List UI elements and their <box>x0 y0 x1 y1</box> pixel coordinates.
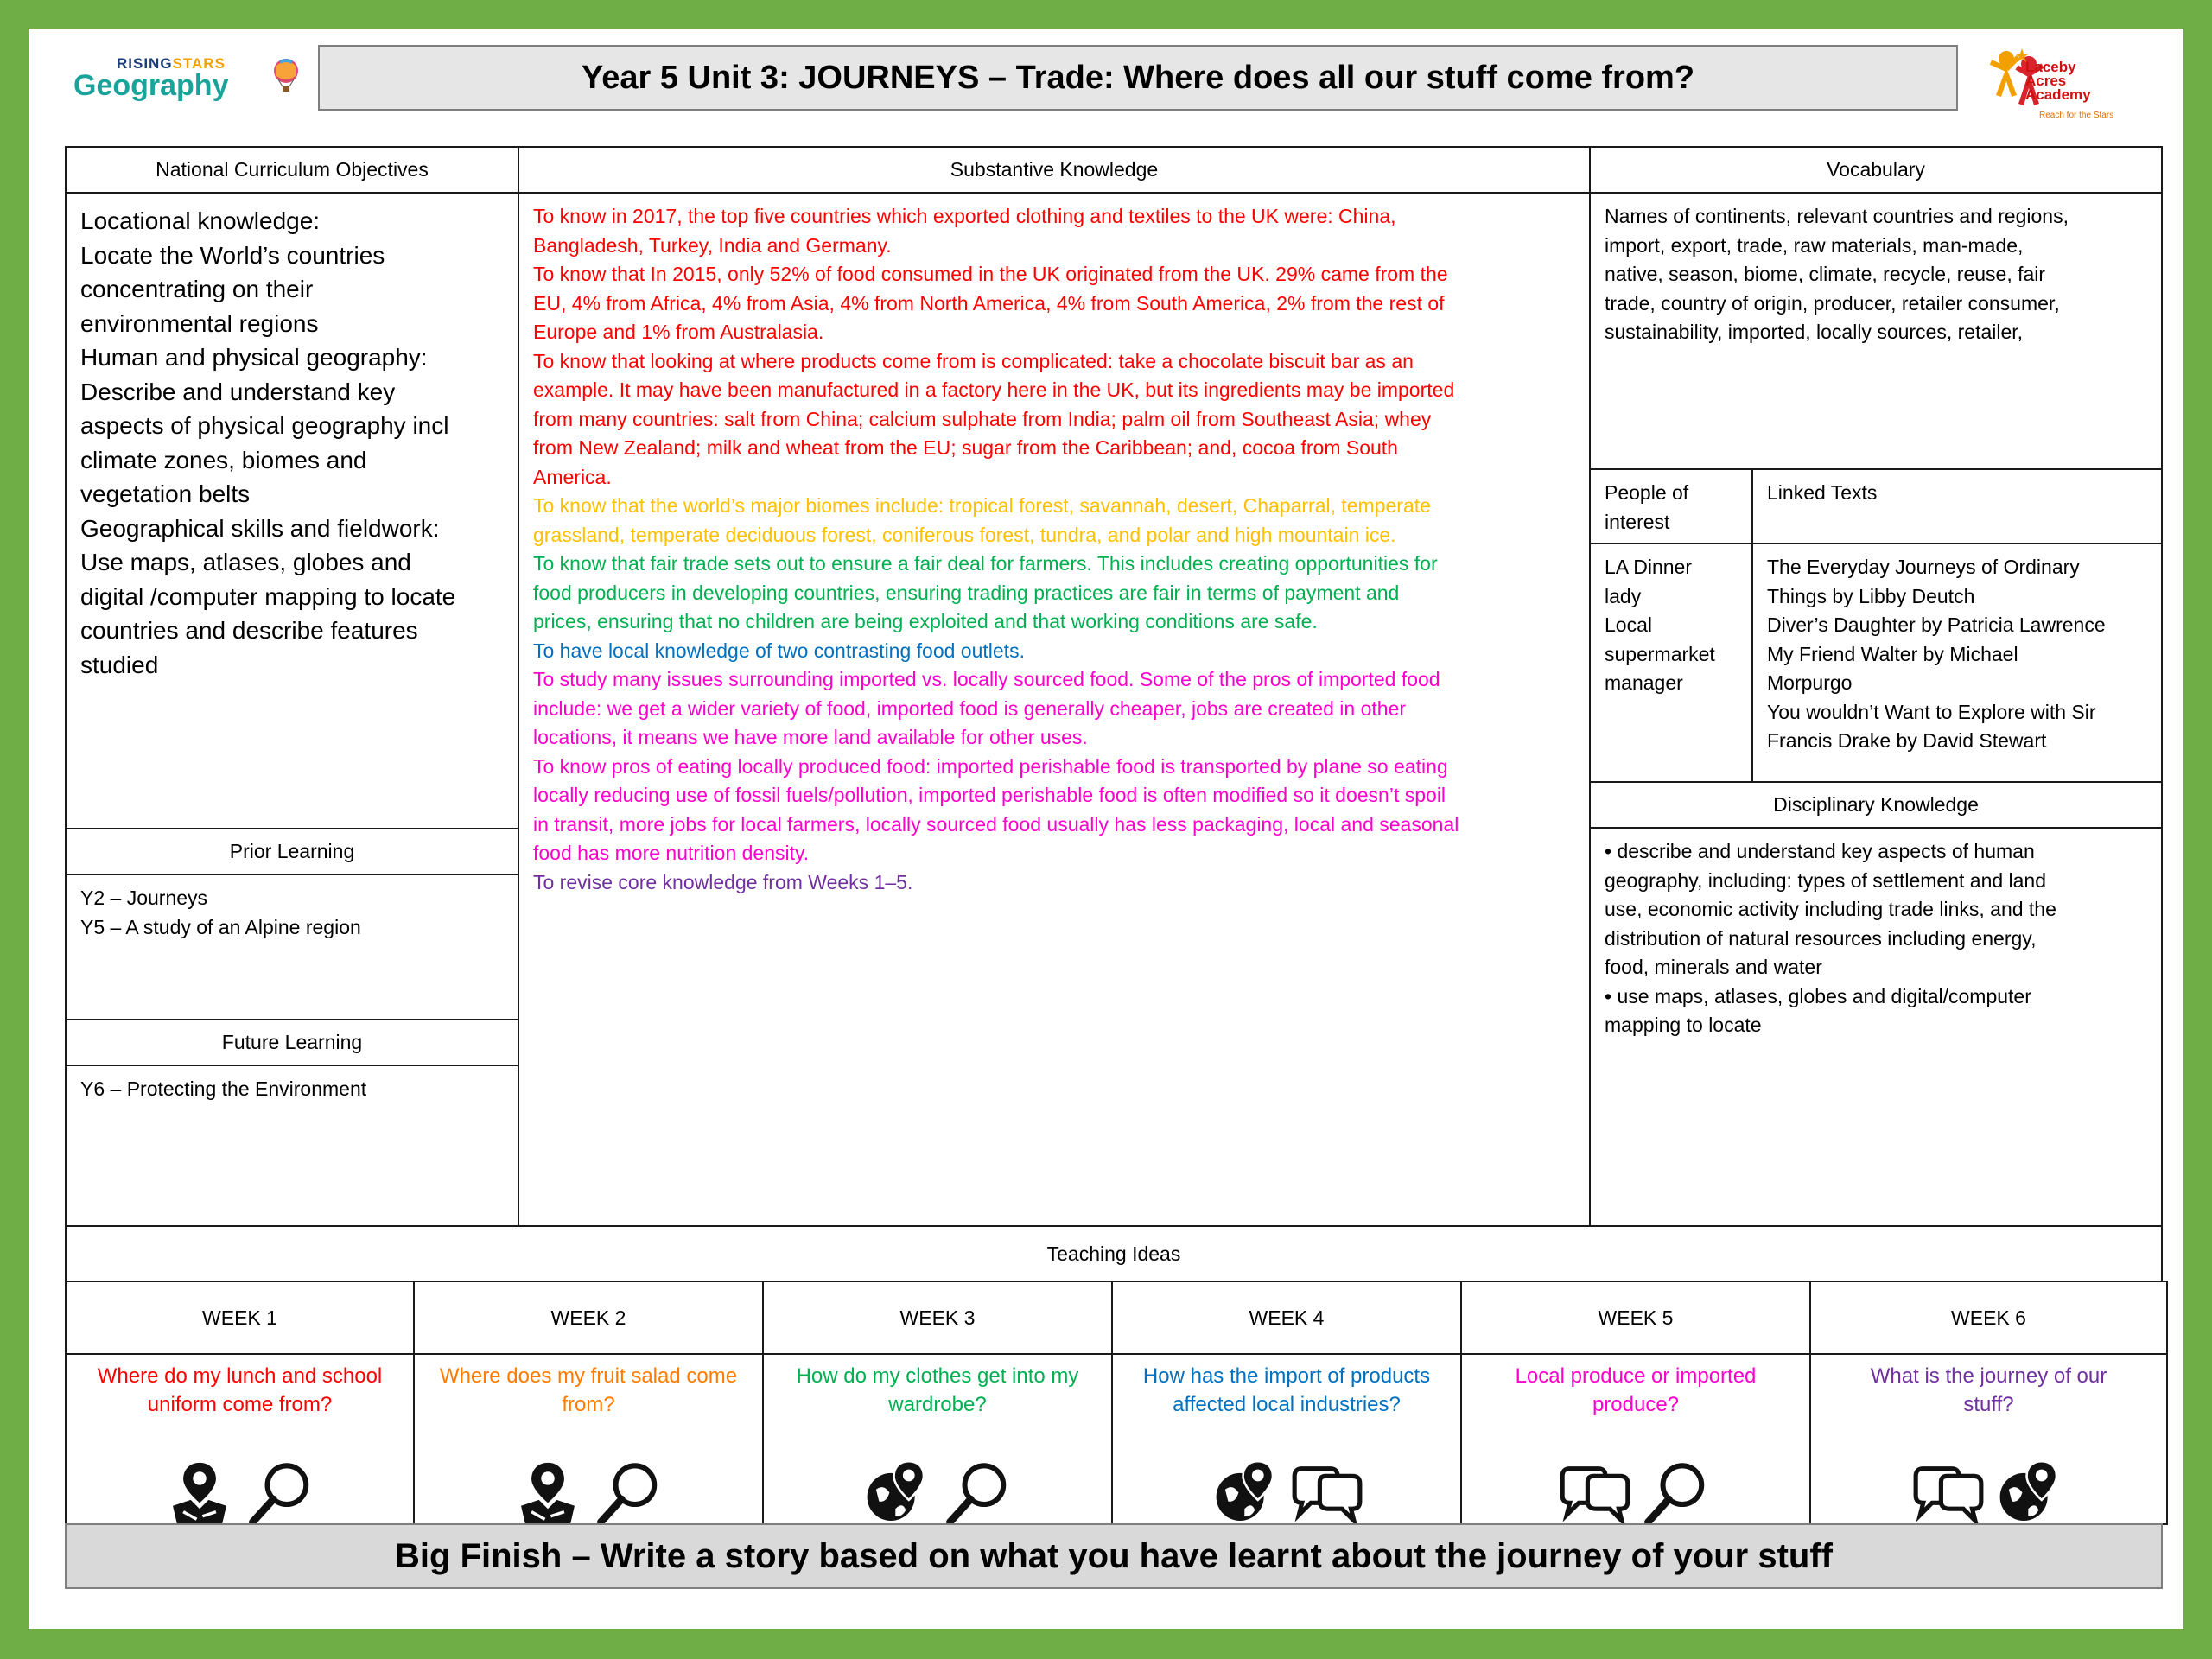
substantive-knowledge-line: To know pros of eating locally produced food: imported perishable food is transported by plane so eating <box>533 754 1448 778</box>
week-label: WEEK 1 <box>202 1306 277 1329</box>
map-pin-icon <box>511 1457 585 1531</box>
disciplinary-knowledge-line: • use maps, atlases, globes and digital/computer <box>1605 984 2031 1007</box>
linked-texts-header: Linked Texts <box>1751 468 2163 544</box>
week-question-line: Local produce or imported <box>1515 1364 1757 1388</box>
week-question-line: affected local industries? <box>1173 1393 1401 1416</box>
person-of-interest-line: Local <box>1605 613 1652 636</box>
page-title-bar <box>318 45 1958 111</box>
linked-text-line: Francis Drake by David Stewart <box>1767 729 2047 752</box>
prior-learning-item: Y5 – A study of an Alpine region <box>80 915 361 938</box>
substantive-knowledge-line: prices, ensuring that no children are being exploited and that working conditions are safe. <box>533 610 1318 632</box>
linked-texts-content <box>1751 543 2163 783</box>
nc-objective-line: Locational knowledge: <box>80 207 321 234</box>
week-question-line: Where does my fruit salad come <box>439 1364 738 1388</box>
people-header-line: People of <box>1605 481 1689 504</box>
substantive-knowledge-line: America. <box>533 465 612 488</box>
future-learning-content <box>65 1065 519 1227</box>
substantive-knowledge-line: from New Zealand; milk and wheat from the EU; sugar from the Caribbean; and, cocoa from South <box>533 436 1398 459</box>
big-finish-text: Big Finish – Write a story based on what you have learnt about the journey of your stuff <box>395 1536 1833 1575</box>
logo-tagline: Reach for the Stars <box>2039 111 2114 120</box>
nc-objective-line: environmental regions <box>80 309 319 337</box>
speech-bubbles-icon <box>1558 1457 1632 1531</box>
hot-air-balloon-icon <box>270 57 302 93</box>
nc-objective-line: Use maps, atlases, globes and <box>80 549 411 575</box>
vocabulary-line: native, season, biome, climate, recycle, reuse, fair <box>1605 263 2046 285</box>
magnifier-icon <box>592 1457 666 1531</box>
substantive-knowledge-line: To know in 2017, the top five countries which exported clothing and textiles to the UK were: China, <box>533 205 1396 227</box>
nc-objective-line: vegetation belts <box>80 480 251 507</box>
substantive-knowledge-line: example. It may have been manufactured in a factory here in the UK, but its ingredients may be imported <box>533 378 1455 401</box>
nc-objective-line: digital /computer mapping to locate <box>80 582 456 610</box>
linked-text-line: You wouldn’t Want to Explore with Sir <box>1767 700 2096 723</box>
week-label: WEEK 4 <box>1249 1306 1325 1329</box>
week-header <box>762 1281 1113 1355</box>
disciplinary-knowledge-line: mapping to locate <box>1605 1014 1762 1036</box>
week-header <box>65 1281 415 1355</box>
vocabulary-line: Names of continents, relevant countries and regions, <box>1605 205 2069 227</box>
substantive-knowledge-line: locations, it means we have more land available for other uses. <box>533 726 1088 748</box>
vocabulary-line: sustainability, imported, locally sources, retailer, <box>1605 321 2024 343</box>
week-label: WEEK 2 <box>550 1306 626 1329</box>
week-question-line: How do my clothes get into my <box>796 1364 1079 1388</box>
week-cell <box>1809 1353 2168 1525</box>
nc-objectives-content <box>65 192 519 830</box>
week-cell <box>1111 1353 1462 1525</box>
nc-objectives-header: National Curriculum Objectives <box>65 146 519 194</box>
week-label: WEEK 3 <box>899 1306 976 1329</box>
week-question-line: from? <box>562 1393 615 1416</box>
substantive-knowledge-line: To have local knowledge of two contrasting food outlets. <box>533 639 1025 662</box>
magnifier-icon <box>1639 1457 1713 1531</box>
prior-learning-item: Y2 – Journeys <box>80 887 208 909</box>
substantive-knowledge-line: in transit, more jobs for local farmers, locally sourced food usually has less packaging, local and seasonal <box>533 812 1459 836</box>
globe-pin-icon <box>1209 1457 1283 1531</box>
disciplinary-knowledge-line: use, economic activity including trade links, and the <box>1605 898 2056 920</box>
person-of-interest-line: manager <box>1605 671 1683 694</box>
week-label: WEEK 5 <box>1598 1306 1674 1329</box>
substantive-knowledge-line: To know that In 2015, only 52% of food consumed in the UK originated from the UK. 29% came from the <box>533 263 1448 285</box>
disciplinary-knowledge-line: • describe and understand key aspects of human <box>1605 840 2035 862</box>
nc-objective-line: countries and describe features <box>80 617 418 644</box>
people-header-line: interest <box>1605 510 1670 533</box>
week-question <box>764 1355 1111 1426</box>
prior-learning-content <box>65 874 519 1020</box>
future-learning-header: Future Learning <box>65 1019 519 1066</box>
substantive-knowledge-line: Europe and 1% from Australasia. <box>533 321 824 343</box>
substantive-knowledge-line: EU, 4% from Africa, 4% from Asia, 4% from North America, 4% from South America, 2% from the rest of <box>533 291 1445 315</box>
week-question-line: wardrobe? <box>888 1393 987 1416</box>
week-cell <box>762 1353 1113 1525</box>
logo-stars-text: STARS <box>172 55 226 72</box>
linked-text-line: Morpurgo <box>1767 671 1853 694</box>
week-cell <box>413 1353 764 1525</box>
linked-text-line: My Friend Walter by Michael <box>1767 642 2018 665</box>
week-question-line: uniform come from? <box>147 1393 333 1416</box>
globe-pin-icon <box>1993 1457 2067 1531</box>
substantive-knowledge-line: grassland, temperate deciduous forest, coniferous forest, tundra, and polar and high mountain ice. <box>533 523 1396 546</box>
week-question <box>67 1355 413 1426</box>
vocabulary-header: Vocabulary <box>1589 146 2163 194</box>
substantive-knowledge-line: Bangladesh, Turkey, India and Germany. <box>533 233 892 257</box>
week-question <box>1811 1355 2166 1426</box>
magnifier-icon <box>941 1457 1015 1531</box>
week-label: WEEK 6 <box>1951 1306 2026 1329</box>
week-question-line: Where do my lunch and school <box>97 1364 383 1388</box>
week-question <box>415 1355 762 1426</box>
nc-objective-line: aspects of physical geography incl <box>80 412 449 439</box>
substantive-knowledge-line: from many countries: salt from China; calcium sulphate from India; palm oil from Southeast Asia; whey <box>533 407 1432 430</box>
week-header <box>1809 1281 2168 1355</box>
linked-text-line: Diver’s Daughter by Patricia Lawrence <box>1767 613 2106 636</box>
logo-rising-text: RISING <box>117 55 173 72</box>
logo-academy-text: Academy <box>2025 86 2091 103</box>
substantive-knowledge-line: food producers in developing countries, ensuring trading practices are fair in terms of payment and <box>533 581 1400 604</box>
week-question-line: stuff? <box>1963 1393 2014 1416</box>
vocabulary-line: trade, country of origin, producer, retailer consumer, <box>1605 291 2060 315</box>
week-header <box>1111 1281 1462 1355</box>
week-cell <box>65 1353 415 1525</box>
page-title: Year 5 Unit 3: JOURNEYS – Trade: Where does all our stuff come from? <box>581 59 1695 96</box>
disciplinary-knowledge-line: food, minerals and water <box>1605 956 1822 978</box>
people-of-interest-header <box>1589 468 1753 544</box>
nc-objective-line: Geographical skills and fieldwork: <box>80 514 440 542</box>
people-of-interest-content <box>1589 543 1753 783</box>
linked-text-line: The Everyday Journeys of Ordinary <box>1767 556 2080 578</box>
magnifier-icon <box>244 1457 318 1531</box>
substantive-knowledge-line: include: we get a wider variety of food, imported food is generally cheaper, jobs are created in other <box>533 696 1407 720</box>
map-pin-icon <box>162 1457 237 1531</box>
week-header <box>413 1281 764 1355</box>
substantive-knowledge-line: To know that looking at where products come from is complicated: take a chocolate biscuit bar as an <box>533 349 1414 372</box>
person-of-interest-line: LA Dinner <box>1605 556 1693 578</box>
substantive-knowledge-header: Substantive Knowledge <box>518 146 1591 194</box>
vocabulary-content <box>1589 192 2163 470</box>
week-question-line: What is the journey of our <box>1870 1364 2107 1388</box>
disciplinary-knowledge-content <box>1589 827 2163 1227</box>
rising-stars-geography-logo <box>35 35 320 117</box>
week-question <box>1113 1355 1460 1426</box>
substantive-knowledge-line: locally reducing use of fossil fuels/pollution, imported perishable food is often modified so it doesn’t spoil <box>533 784 1446 806</box>
speech-bubbles-icon <box>1290 1457 1364 1531</box>
disciplinary-knowledge-line: geography, including: types of settlement and land <box>1605 868 2047 892</box>
week-cell <box>1460 1353 1811 1525</box>
teaching-ideas-header: Teaching Ideas <box>65 1225 2163 1282</box>
nc-objective-line: Describe and understand key <box>80 378 396 405</box>
substantive-knowledge-line: To know that the world’s major biomes include: tropical forest, savannah, desert, Chaparral, temperate <box>533 494 1431 517</box>
globe-pin-icon <box>860 1457 934 1531</box>
vocabulary-line: import, export, trade, raw materials, man-made, <box>1605 233 2024 257</box>
future-learning-item: Y6 – Protecting the Environment <box>80 1077 367 1100</box>
logo-acres-text: Acres <box>2025 73 2067 89</box>
substantive-knowledge-line: food has more nutrition density. <box>533 842 810 864</box>
nc-objective-line: Human and physical geography: <box>80 344 428 371</box>
laceby-acres-academy-logo <box>1987 35 2169 138</box>
nc-objective-line: Locate the World’s countries <box>80 241 385 269</box>
linked-text-line: Things by Libby Deutch <box>1767 584 1975 607</box>
nc-objective-line: studied <box>80 651 159 678</box>
week-question <box>1462 1355 1809 1426</box>
big-finish-banner <box>65 1523 2163 1589</box>
substantive-knowledge-content <box>518 192 1591 1227</box>
week-question-line: How has the import of products <box>1142 1364 1431 1388</box>
nc-objective-line: climate zones, biomes and <box>80 446 367 474</box>
substantive-knowledge-line: To know that fair trade sets out to ensure a fair deal for farmers. This includes creating opportunities for <box>533 552 1438 575</box>
disciplinary-knowledge-header: Disciplinary Knowledge <box>1589 781 2163 829</box>
prior-learning-header: Prior Learning <box>65 828 519 875</box>
logo-laceby-text: Laceby <box>2025 59 2076 75</box>
person-of-interest-line: supermarket <box>1605 642 1715 665</box>
substantive-knowledge-line: To revise core knowledge from Weeks 1–5. <box>533 870 913 893</box>
person-of-interest-line: lady <box>1605 584 1642 607</box>
substantive-knowledge-line: To study many issues surrounding imported vs. locally sourced food. Some of the pros of imported food <box>533 668 1440 690</box>
speech-bubbles-icon <box>1911 1457 1986 1531</box>
logo-geography-text: Geography <box>73 69 229 102</box>
week-question-line: produce? <box>1592 1393 1680 1416</box>
week-header <box>1460 1281 1811 1355</box>
disciplinary-knowledge-line: distribution of natural resources including energy, <box>1605 926 2037 950</box>
nc-objective-line: concentrating on their <box>80 276 314 302</box>
